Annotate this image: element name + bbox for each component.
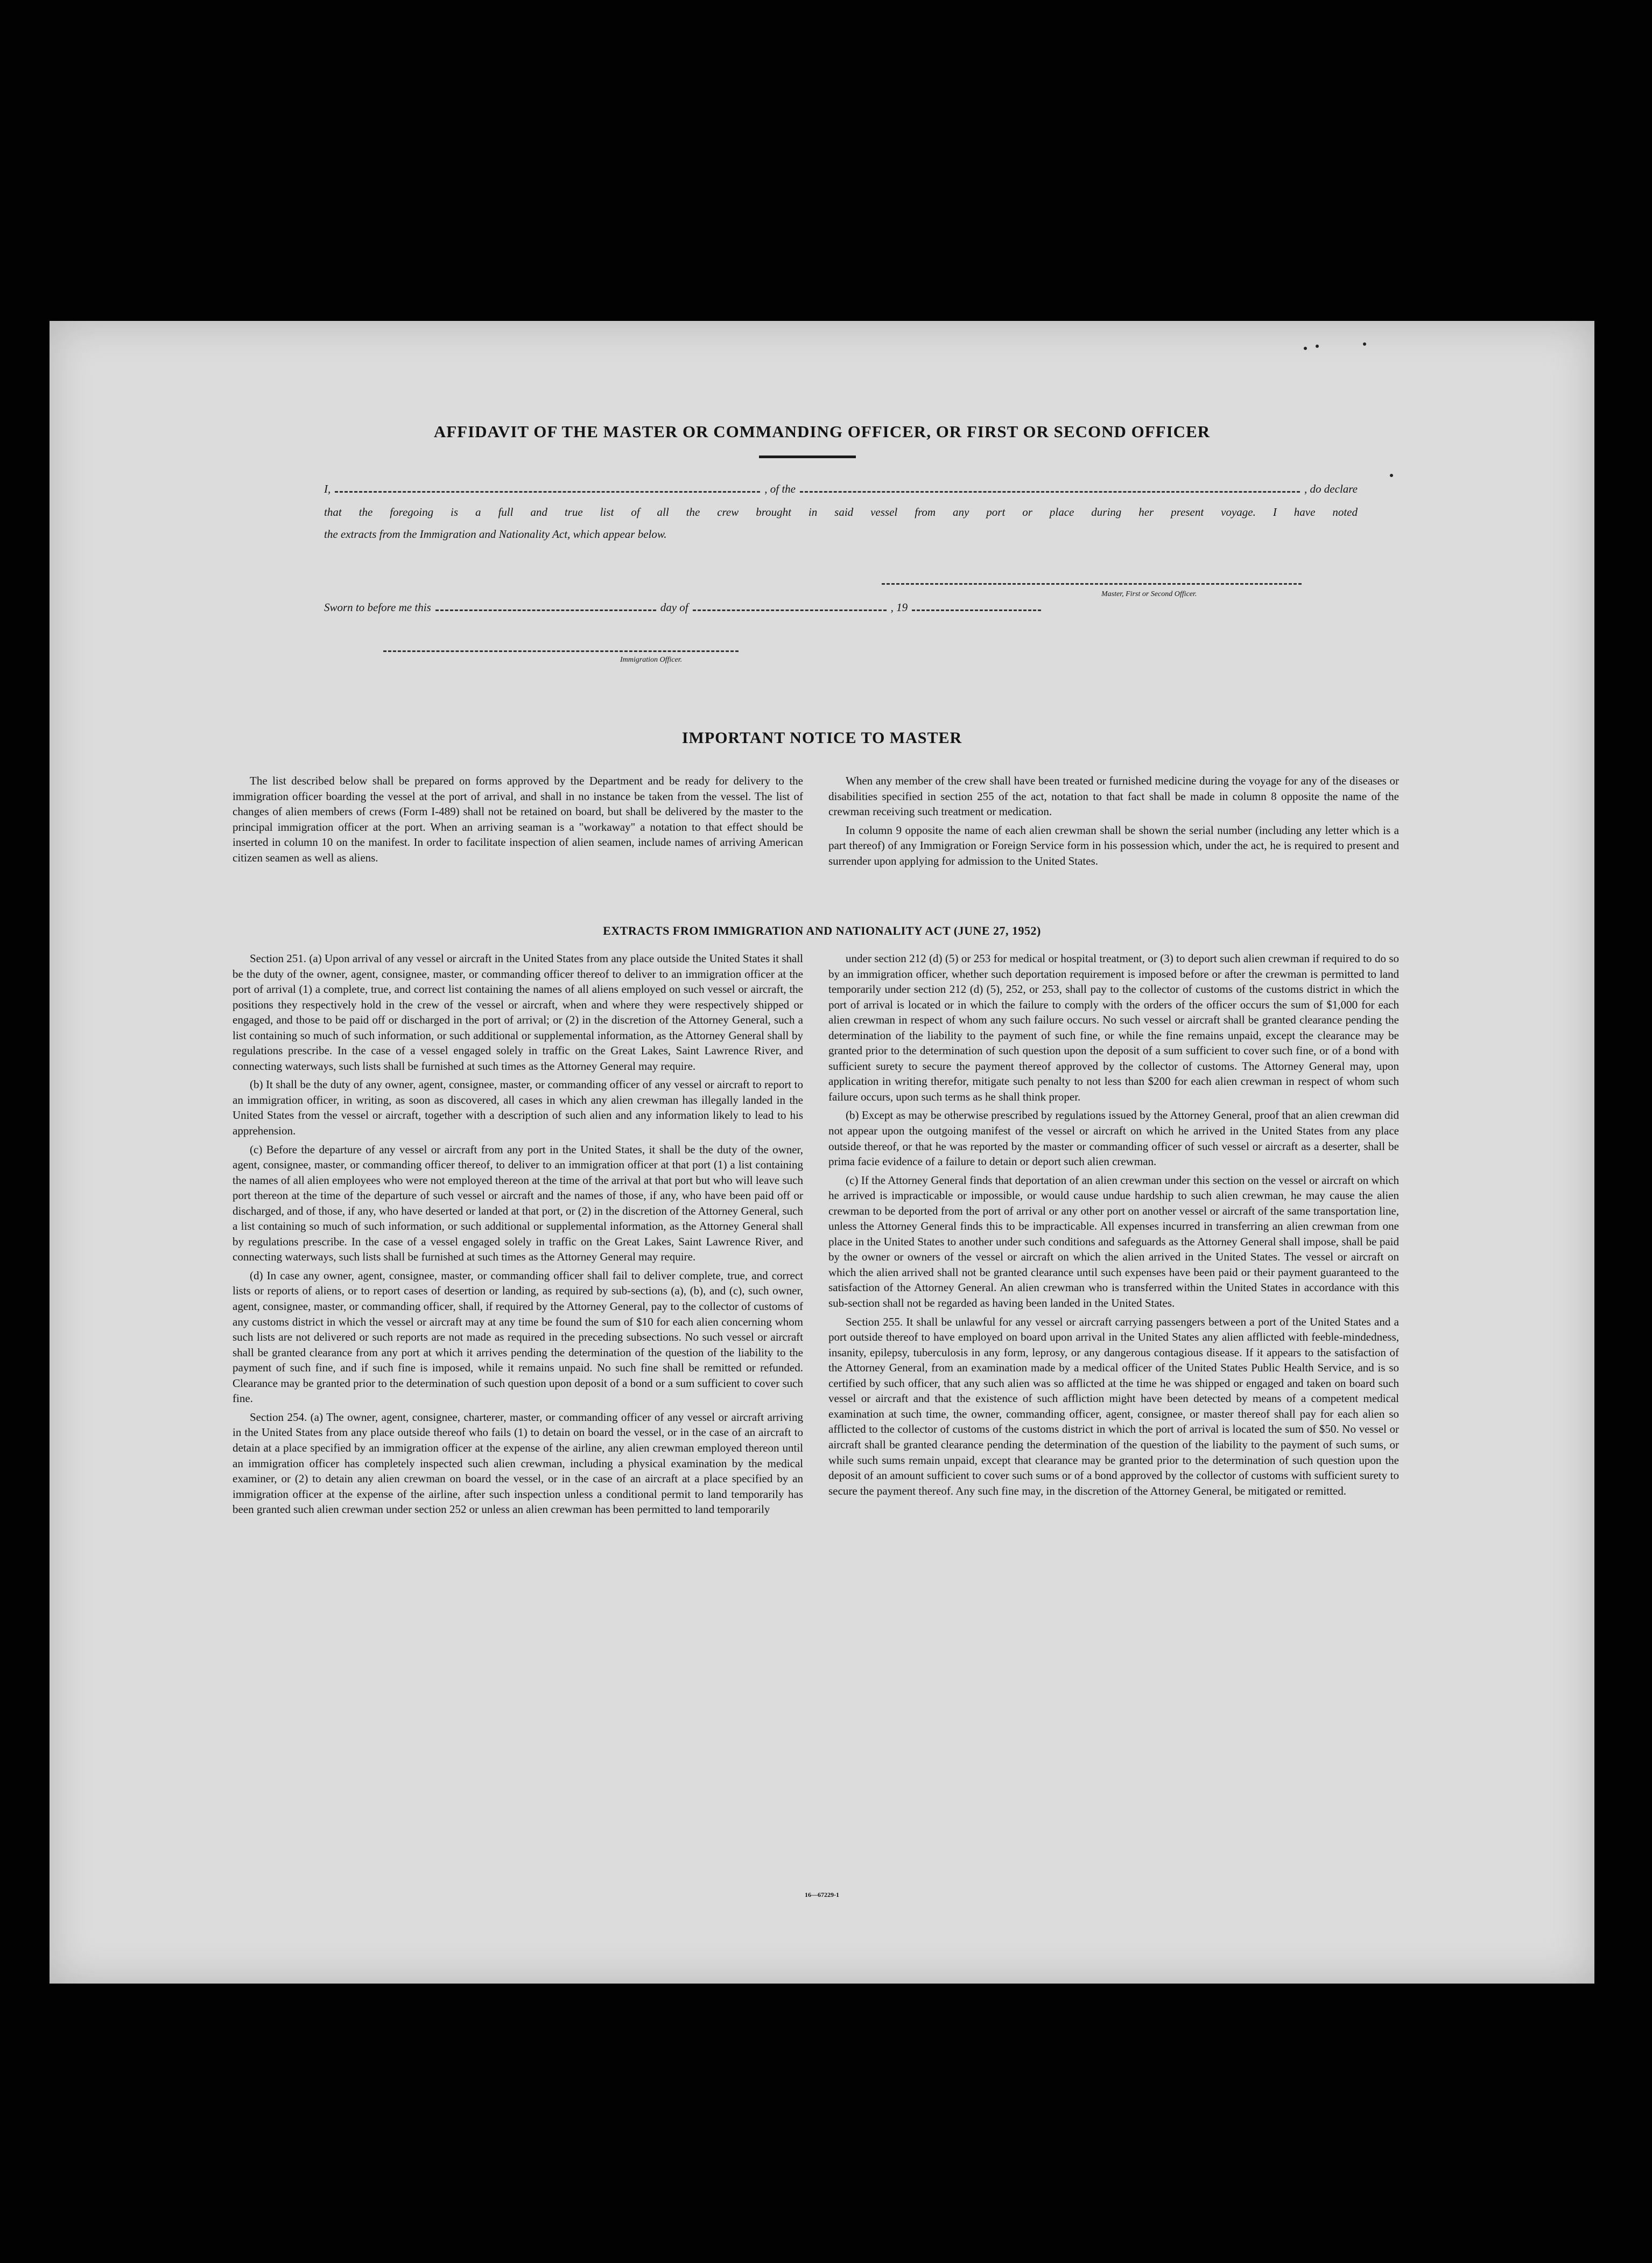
form-number: 16—67229-1 bbox=[805, 1891, 839, 1898]
sworn-day-field[interactable] bbox=[435, 609, 656, 611]
notice-paragraph: The list described below shall be prepared on forms approved by the Department and be ready for delivery to the immigration officer boarding the vessel at the port of arrival, and shall in no instance be taken from the vessel. The list of changes of alien members of crews (Form I-489) shall not be retained on board, but shall be delivered by the master to the principal immigration officer at the port. When an arriving seaman is a "workaway" a notation to that effect should be inserted in column 10 on the manifest. In order to facilitate inspection of alien seamen, include names of arriving American citizen seamen as well as aliens. bbox=[233, 774, 803, 864]
declarant-line bbox=[324, 482, 1358, 496]
immigration-officer-signature-line[interactable] bbox=[383, 650, 739, 652]
i-label: I, bbox=[324, 482, 331, 495]
declarant-name-field[interactable] bbox=[335, 491, 760, 493]
extracts-right-column bbox=[828, 951, 1399, 1502]
extract-paragraph: under section 212 (d) (5) or 253 for medical or hospital treatment, or (3) to deport such alien crewman if required to do so by an immigration officer, whether such deportation requirement is imposed before or after the crewman is permitted to land temporarily under section 212 (d) (5), 252, or 253, shall pay to the collector of customs of the customs district in which the port of arrival is located or in which the failure to comply with the orders of the officer occurs the sum of $1,000 for each alien crewman in respect of whom any such failure occurs. No such vessel or aircraft shall be granted clearance pending the determination of the liability to the payment of such fine, or while the fine remains unpaid, except the clearance may be granted prior to the determination of such question upon the deposit of a sum sufficient to cover such fine, or of a bond with sufficient surety to secure the payment thereof approved by the collector of customs. The Attorney General may, upon application in writing therefor, mitigate such penalty to not less than $200 for each alien crewman in respect of whom such failure occurs, upon such terms as he shall think proper. bbox=[828, 952, 1399, 1103]
sworn-year-field[interactable] bbox=[912, 609, 1041, 611]
vessel-name-field[interactable] bbox=[800, 491, 1300, 493]
notice-right-column bbox=[828, 773, 1399, 872]
declaration-text-line2: the extracts from the Immigration and Nationality Act, which appear below. bbox=[324, 528, 667, 541]
extract-paragraph: Section 254. (a) The owner, agent, consignee, charterer, master, or commanding officer of any vessel or aircraft arriving in the United States from any place outside thereof who fails (1) to detain on board the vessel, or in the case of an aircraft to detain at a place specified by an immigration officer at the expense of the airline, any alien crewman employed thereon until an immigration officer has completely inspected such alien crewman, including a physical examination by the medical examiner, or (2) to detain any alien crewman on board the vessel, or in the case of an aircraft at a place specified by an immigration officer at the expense of the airline, after such inspection unless a conditional permit to land temporarily has been granted such alien crewman under section 252 or unless an alien crewman has been permitted to land temporarily bbox=[233, 1410, 803, 1516]
affidavit-block bbox=[324, 482, 1358, 687]
scan-speck bbox=[1363, 342, 1366, 346]
scan-speck bbox=[1304, 347, 1307, 350]
sworn-label: Sworn to before me this bbox=[324, 601, 431, 614]
master-signature-line[interactable] bbox=[882, 583, 1302, 585]
form-page bbox=[50, 321, 1594, 1984]
of-the-label: , of the bbox=[764, 482, 796, 495]
title-rule bbox=[759, 456, 856, 458]
immigration-officer-caption: Immigration Officer. bbox=[620, 656, 683, 664]
scan-speck bbox=[1390, 474, 1393, 477]
day-of-label: day of bbox=[660, 601, 688, 614]
notice-heading: IMPORTANT NOTICE TO MASTER bbox=[681, 729, 962, 747]
sworn-month-field[interactable] bbox=[693, 609, 887, 611]
affidavit-title: AFFIDAVIT OF THE MASTER OR COMMANDING OFFICER, OR FIRST OR SECOND OFFICER bbox=[433, 422, 1211, 441]
year-prefix-label: , 19 bbox=[890, 601, 908, 614]
extracts-left-column bbox=[233, 951, 803, 1521]
notice-paragraph: In column 9 opposite the name of each alien crewman shall be shown the serial number (including any letter which is a part thereof) of any Immigration or Foreign Service form in his possession which, under the act, he is required to present and surrender upon applying for admission to the United States. bbox=[828, 823, 1399, 867]
notice-paragraph: When any member of the crew shall have been treated or furnished medicine during the voyage for any of the diseases or disabilities specified in section 255 of the act, notation to that fact shall be made in column 8 opposite the name of the crewman receiving such treatment or medication. bbox=[828, 774, 1399, 818]
notice-left-column bbox=[233, 773, 803, 868]
sworn-block bbox=[324, 601, 1358, 633]
extract-paragraph: (d) In case any owner, agent, consignee, master, or commanding officer shall fail to deliver complete, true, and correct lists or reports of aliens, or to report cases of desertion or landing, as required by sub-sections (a), (b), and (c), such owner, agent, consignee, master, or commanding officer, shall, if required by the Attorney General, pay to the collector of customs of any customs district in which the vessel or aircraft may at any time be found the sum of $10 for each alien concerning whom such lists are not delivered or such reports are not made as required in the preceding subsections. No such vessel or aircraft shall be granted clearance from any port at which it arrives pending the determination of the question of the liability to the payment of such fine, and if such fine is imposed, while it remains unpaid. No such fine shall be remitted or refunded. Clearance may be granted prior to the determination of such question upon deposit of a bond or a sum sufficient to cover such fine. bbox=[233, 1269, 803, 1405]
sworn-line bbox=[324, 601, 1045, 614]
master-signature-caption: Master, First or Second Officer. bbox=[1101, 590, 1197, 598]
declaration-text-line1: that the foregoing is a full and true list of all the crew brought in said vessel from any port or place during her present voyage. I have noted bbox=[324, 506, 1358, 519]
extract-paragraph: (b) Except as may be otherwise prescribed by regulations issued by the Attorney General, proof that an alien crewman did not appear upon the outgoing manifest of the vessel or aircraft on which he arrived in the United States from any place outside thereof, or that he was reported by the master or commanding officer of such vessel or aircraft as a deserter, shall be prima facie evidence of a failure to detain or deport such alien crewman. bbox=[828, 1109, 1399, 1168]
extract-paragraph: Section 255. It shall be unlawful for any vessel or aircraft carrying passengers between a port of the United States and a port outside thereof to have employed on board upon arrival in the United States any alien afflicted with feeble-mindedness, insanity, epilepsy, tuberculosis in any form, leprosy, or any dangerous contagious disease. If it appears to the satisfaction of the Attorney General, from an examination made by a medical officer of the United States Public Health Service, and is so certified by such officer, that any such alien was so afflicted at the time he was shipped or engaged and taken on board such vessel or aircraft and that the existence of such affliction might have been detected by means of a competent medical examination at such time, the owner, commanding officer, agent, consignee, or master thereof shall pay for each alien so afflicted to the collector of customs of the customs district in which the port of arrival is located the sum of $50. No vessel or aircraft shall be granted clearance pending the determination of the question of the liability to the payment of such sums, or while such sums remain unpaid, except that clearance may be granted prior to the determination of such question upon the deposit of an amount sufficient to cover such sums or of a bond approved by the collector of customs with sufficient surety to secure the payment thereof. Any such fine may, in the discretion of the Attorney General, be mitigated or remitted. bbox=[828, 1315, 1399, 1497]
scan-speck bbox=[1316, 345, 1319, 348]
extract-paragraph: Section 251. (a) Upon arrival of any vessel or aircraft in the United States from any place outside the United States it shall be the duty of the owner, agent, consignee, master, or commanding officer thereof to deliver to an immigration officer at the port of arrival (1) a complete, true, and correct list containing the names of all aliens employed on such vessel or aircraft, the positions they respectively hold in the crew of the vessel or aircraft, when and where they were respectively shipped or engaged, and those to be paid off or discharged in the port of arrival; or (2) in the discretion of the Attorney General, such a list containing so much of such information, or such additional or supplemental information, as the Attorney General shall by regulations prescribe. In the case of a vessel engaged solely in traffic on the Great Lakes, Saint Lawrence River, and connecting waterways, such lists shall be furnished at such times as the Attorney General may require. bbox=[233, 952, 803, 1073]
extracts-heading: EXTRACTS FROM IMMIGRATION AND NATIONALITY ACT (JUNE 27, 1952) bbox=[603, 924, 1041, 937]
extract-paragraph: (b) It shall be the duty of any owner, agent, consignee, master, or commanding officer of any vessel or aircraft to report to an immigration officer, in writing, as soon as discovered, all cases in which any alien crewman has illegally landed in the United States from the vessel or aircraft, together with a description of such alien and any information likely to lead to his apprehension. bbox=[233, 1078, 803, 1138]
extract-paragraph: (c) If the Attorney General finds that deportation of an alien crewman under this section on the vessel or aircraft on which he arrived is impracticable or impossible, or would cause undue hardship to such alien crewman, he may cause the alien crewman to be deported from the port of arrival or any other port on another vessel or aircraft of the same transportation line, unless the Attorney General finds this to be impracticable. All expenses incurred in transferring an alien crewman from one place in the United States to another under such conditions and safeguards as the Attorney General shall impose, shall be paid by the owner or owners of the vessel or aircraft on which the alien arrived in the United States. The vessel or aircraft on which the alien arrived shall not be granted clearance until such expenses have been paid or their payment guaranteed to the satisfaction of the Attorney General. An alien crewman who is transferred within the United States in accordance with this sub-section shall not be regarded as having been landed in the United States. bbox=[828, 1173, 1399, 1310]
extract-paragraph: (c) Before the departure of any vessel or aircraft from any port in the United States, it shall be the duty of the owner, agent, consignee, master, or commanding officer thereof, to deliver to an immigration officer at that port (1) a list containing the names of all alien employees who were not employed thereon at the time of the arrival at that port but who will leave such port thereon at the time of the departure of such vessel or aircraft and the names of those, if any, who have been paid off or discharged, and of those, if any, who have deserted or landed at that port, or (2) in the discretion of the Attorney General, such a list containing so much of such information, or such additional or supplemental information, as the Attorney General shall by regulations prescribe. In the case of a vessel engaged solely in traffic on the Great Lakes, Saint Lawrence River, and connecting waterways, such lists shall be furnished at such times as the Attorney General may require. bbox=[233, 1143, 803, 1264]
do-declare-label: , do declare bbox=[1304, 482, 1358, 495]
